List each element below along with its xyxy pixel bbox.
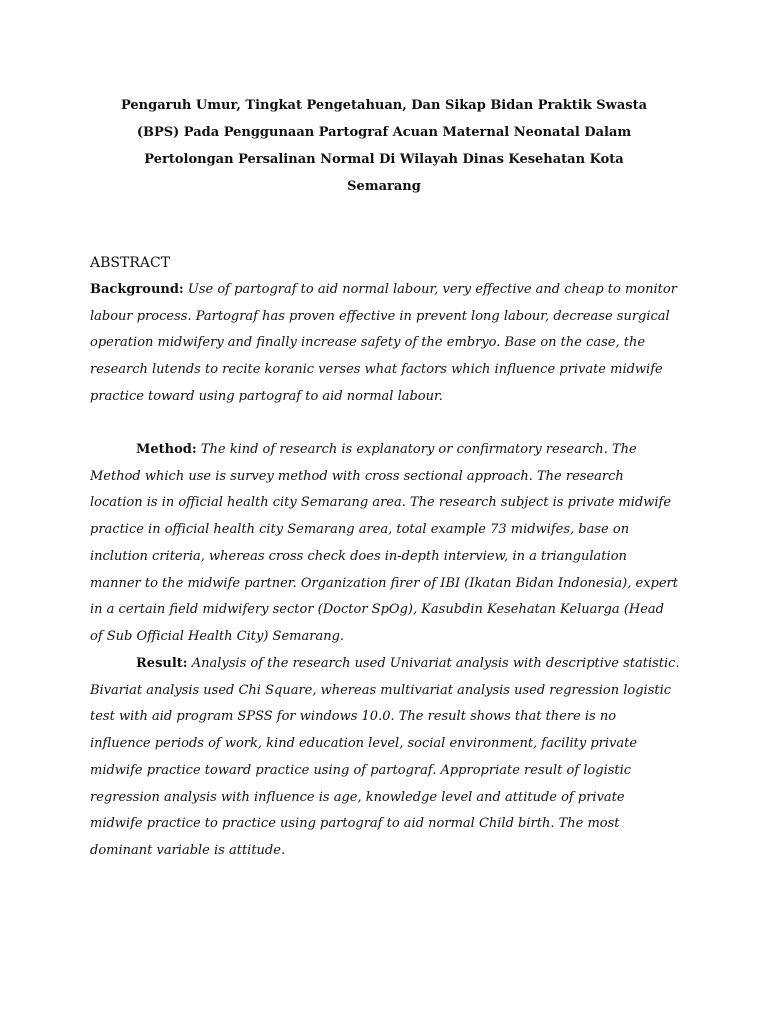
method-text: The kind of research is explanatory or confirmatory research. The Method which use is survey method with cross sectional approach. The research location is in official health city Semarang area. The research subject is private midwife practice in official health city Semarang area, total example 73 midwifes, base on inclution criteria, whereas cross check does in-depth interview, in a triangulation manner to the midwife partner. Organization firer of IBI (Ikatan Bidan Indonesia), expert in a certain field midwifery sector (Doctor SpOg), Kasubdin Kesehatan Keluarga (Head of Sub Official Health City) Semarang. <box>90 442 678 644</box>
method-label: Method: <box>136 442 197 457</box>
title-line-4: Semarang <box>347 179 421 194</box>
result-paragraph <box>90 651 680 865</box>
title-line-1: Pengaruh Umur, Tingkat Pengetahuan, Dan Sikap Bidan Praktik Swasta <box>120 98 648 113</box>
title-line-3: Pertolongan Persalinan Normal Di Wilayah Dinas Kesehatan Kota <box>144 152 624 167</box>
abstract-heading: ABSTRACT <box>90 255 171 271</box>
background-label: Background: <box>90 282 184 297</box>
result-text: Analysis of the research used Univariat analysis with descriptive statistic. Bivariat analysis used Chi Square, whereas multivariat analysis used regression logistic test with aid program SPSS for windows 10.0. The result shows that there is no influence periods of work, kind education level, social environment, facility private midwife practice toward practice using of partograf. Appropriate result of logistic regression analysis with influence is age, knowledge level and attitude of private midwife practice to practice using partograf to aid normal Child birth. The most dominant variable is attitude. <box>90 656 680 858</box>
background-text: Use of partograf to aid normal labour, very effective and cheap to monitor labour process. Partograf has proven effective in prevent long labour, decrease surgical operation midwifery and finally increase safety of the embryo. Base on the case, the research lutends to recite koranic verses what factors which influence private midwife practice toward using partograf to aid normal labour. <box>90 282 677 404</box>
background-paragraph <box>90 277 680 411</box>
result-label: Result: <box>136 656 188 671</box>
title-line-2: (BPS) Pada Penggunaan Partograf Acuan Maternal Neonatal Dalam <box>136 125 632 140</box>
method-paragraph <box>90 437 680 651</box>
paper-title <box>120 92 648 200</box>
